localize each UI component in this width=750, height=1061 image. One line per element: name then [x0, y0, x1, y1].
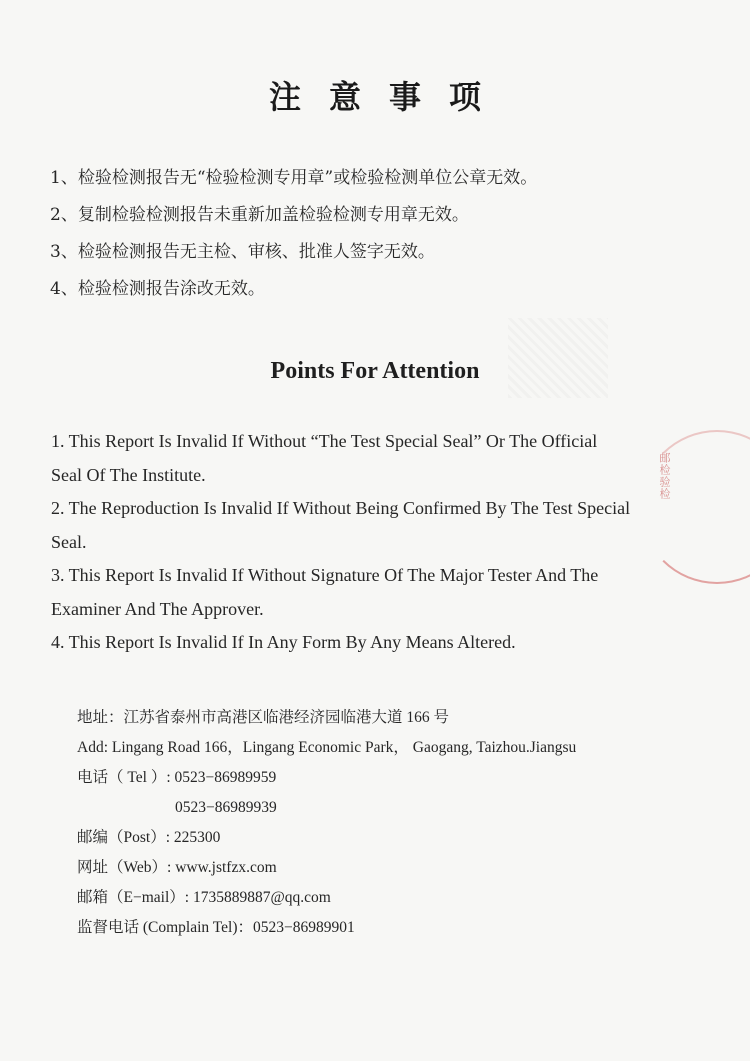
telephone-label: 电话（ Tel ）: — [77, 769, 175, 786]
chinese-notice-item-4: 4、检验检测报告涂改无效。 — [50, 279, 265, 299]
telephone-number-1: 0523−86989959 — [174, 769, 277, 786]
english-notice-item-4-line-1: 4. This Report Is Invalid If In Any Form By Any Means Altered. — [51, 632, 516, 652]
seal-text: 邮检验检 — [658, 452, 671, 500]
english-notice-item-3-line-1: 3. This Report Is Invalid If Without Signature Of The Major Tester And The — [51, 565, 599, 585]
chinese-notice-item-1: 1、检验检测报告无“检验检测专用章”或检验检测单位公章无效。 — [50, 168, 538, 188]
english-notice-item-1-line-2: Seal Of The Institute. — [51, 464, 206, 485]
english-notice-item-3-line-2: Examiner And The Approver. — [51, 598, 264, 619]
english-notice-item-4 — [51, 626, 711, 660]
telephone-number-2: 0523−86989939 — [175, 799, 277, 816]
english-notice-item-2-line-1: 2. The Reproduction Is Invalid If Without Being Confirmed By The Test Special — [51, 498, 631, 518]
address-english: Add: Lingang Road 166，Lingang Economic Park， Gaogang, Taizhou.Jiangsu — [77, 739, 577, 756]
telephone-row — [77, 763, 697, 793]
chinese-notice-list — [50, 160, 710, 308]
title-chinese: 注意事项 — [268, 78, 509, 116]
chinese-notice-item-2: 2、复制检验检测报告未重新加盖检验检测专用章无效。 — [50, 205, 469, 225]
english-notice-item-1-line-1: 1. This Report Is Invalid If Without “The Test Special Seal” Or The Official — [51, 431, 598, 451]
english-notice-item-3 — [51, 559, 711, 626]
chinese-notice-item-3: 3、检验检测报告无主检、审核、批准人签字无效。 — [50, 242, 435, 262]
complaint-telephone: 监督电话 (Complain Tel)：0523−86989901 — [77, 919, 355, 936]
website: 网址（Web）: www.jstfzx.com — [77, 859, 277, 876]
title-english: Points For Attention — [270, 358, 480, 384]
english-notice-item-1 — [51, 425, 711, 492]
english-notice-list — [51, 425, 711, 660]
contact-block — [77, 703, 697, 943]
english-notice-item-2-line-2: Seal. — [51, 531, 87, 552]
postcode: 邮编（Post）: 225300 — [77, 829, 221, 846]
address-chinese: 地址：江苏省泰州市高港区临港经济园临港大道 166 号 — [77, 709, 450, 726]
english-notice-item-2 — [51, 492, 711, 559]
email: 邮箱（E−mail）: 1735889887@qq.com — [77, 889, 331, 906]
